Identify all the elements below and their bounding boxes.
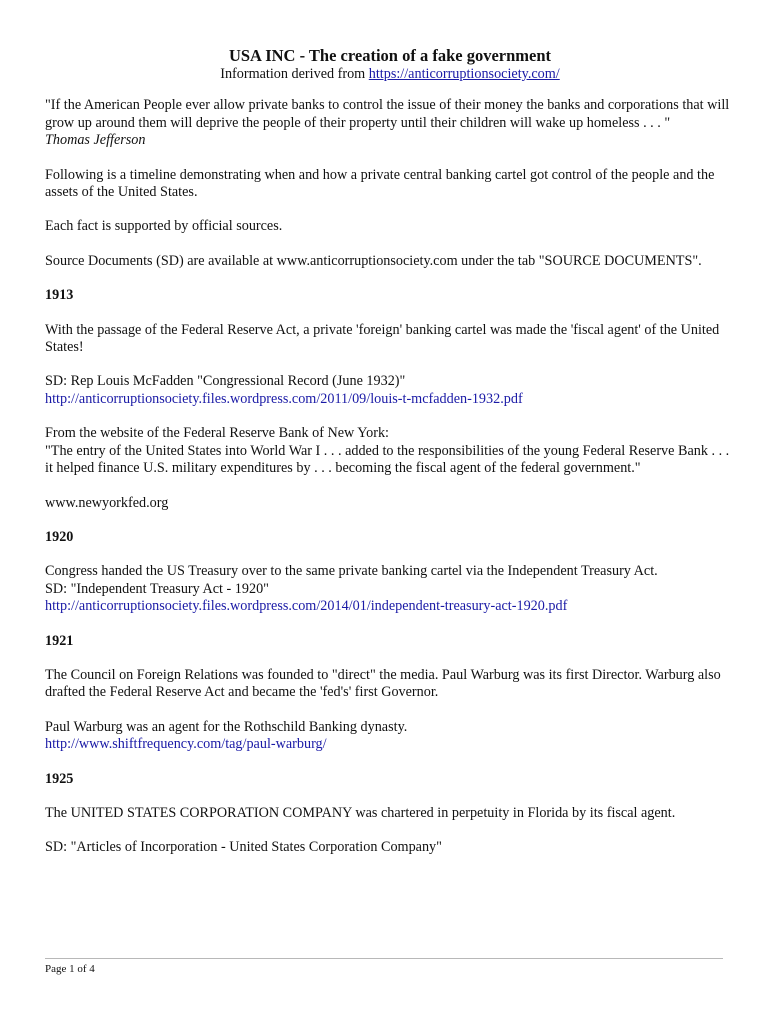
jefferson-quote [45,97,735,149]
source-link[interactable]: https://anticorruptionsociety.com/ [368,66,560,82]
document-title: USA INC - The creation of a fake government [228,46,552,65]
year-1920-text: Congress handed the US Treasury over to the same private banking cartel via the Independent Treasury Act. [45,563,658,580]
year-1925-heading: 1925 [45,770,74,787]
year-1921-text: The Council on Foreign Relations was founded to "direct" the media. Paul Warburg was its first Director. Warburg also drafted the Federal Reserve Act and became the 'fed's' first Governor. [45,666,721,701]
source-line [45,66,735,83]
page-number: Page 1 of 4 [45,963,95,975]
year-1920-heading: 1920 [45,528,74,545]
document-page [45,46,735,874]
year-1925-text: The UNITED STATES CORPORATION COMPANY was chartered in perpetuity in Florida by its fiscal agent. [45,804,676,821]
year-1913-source [45,373,735,408]
sd-citation: SD: Rep Louis McFadden "Congressional Record (June 1932)" [45,373,406,390]
source-link[interactable]: http://www.shiftfrequency.com/tag/paul-warburg/ [45,736,327,753]
quote-text: "If the American People ever allow private banks to control the issue of their money the banks and corporations that will grow up around them will deprive the people of their property until their children will wake up homeless . . . " [45,97,730,131]
quote-author: Thomas Jefferson [45,132,146,149]
nyfed-intro: From the website of the Federal Reserve Bank of New York: [45,425,389,442]
sd-link[interactable]: http://anticorruptionsociety.files.wordpress.com/2011/09/louis-t-mcfadden-1932.pdf [45,390,523,407]
agent-text: Paul Warburg was an agent for the Rothschild Banking dynasty. [45,718,408,735]
year-1921-agent-block [45,719,735,754]
intro-paragraph: Following is a timeline demonstrating when and how a private central banking cartel got control of the people and the assets of the United States. [45,166,715,201]
nyfed-site: www.newyorkfed.org [45,494,169,511]
year-1920-block [45,563,735,615]
source-prefix: Information derived from [220,66,369,82]
sd-citation: SD: "Independent Treasury Act - 1920" [45,580,269,597]
sd-link[interactable]: http://anticorruptionsociety.files.wordpress.com/2014/01/independent-treasury-act-1920.pdf [45,598,568,615]
sources-note: Source Documents (SD) are available at www.anticorruptionsociety.com under the tab "SOURCE DOCUMENTS". [45,252,702,269]
footer-divider [45,958,723,959]
year-1913-heading: 1913 [45,287,74,304]
nyfed-quote: "The entry of the United States into World War I . . . added to the responsibilities of the young Federal Reserve Bank . . . it helped finance U.S. military expenditures by . . . becoming the fiscal agent of the federal government." [45,442,730,477]
year-1921-heading: 1921 [45,632,74,649]
fact-note: Each fact is supported by official sources. [45,218,283,235]
year-1925-source: SD: "Articles of Incorporation - United States Corporation Company" [45,839,442,856]
year-1913-text: With the passage of the Federal Reserve Act, a private 'foreign' banking cartel was made the 'fiscal agent' of the United States! [45,321,720,356]
